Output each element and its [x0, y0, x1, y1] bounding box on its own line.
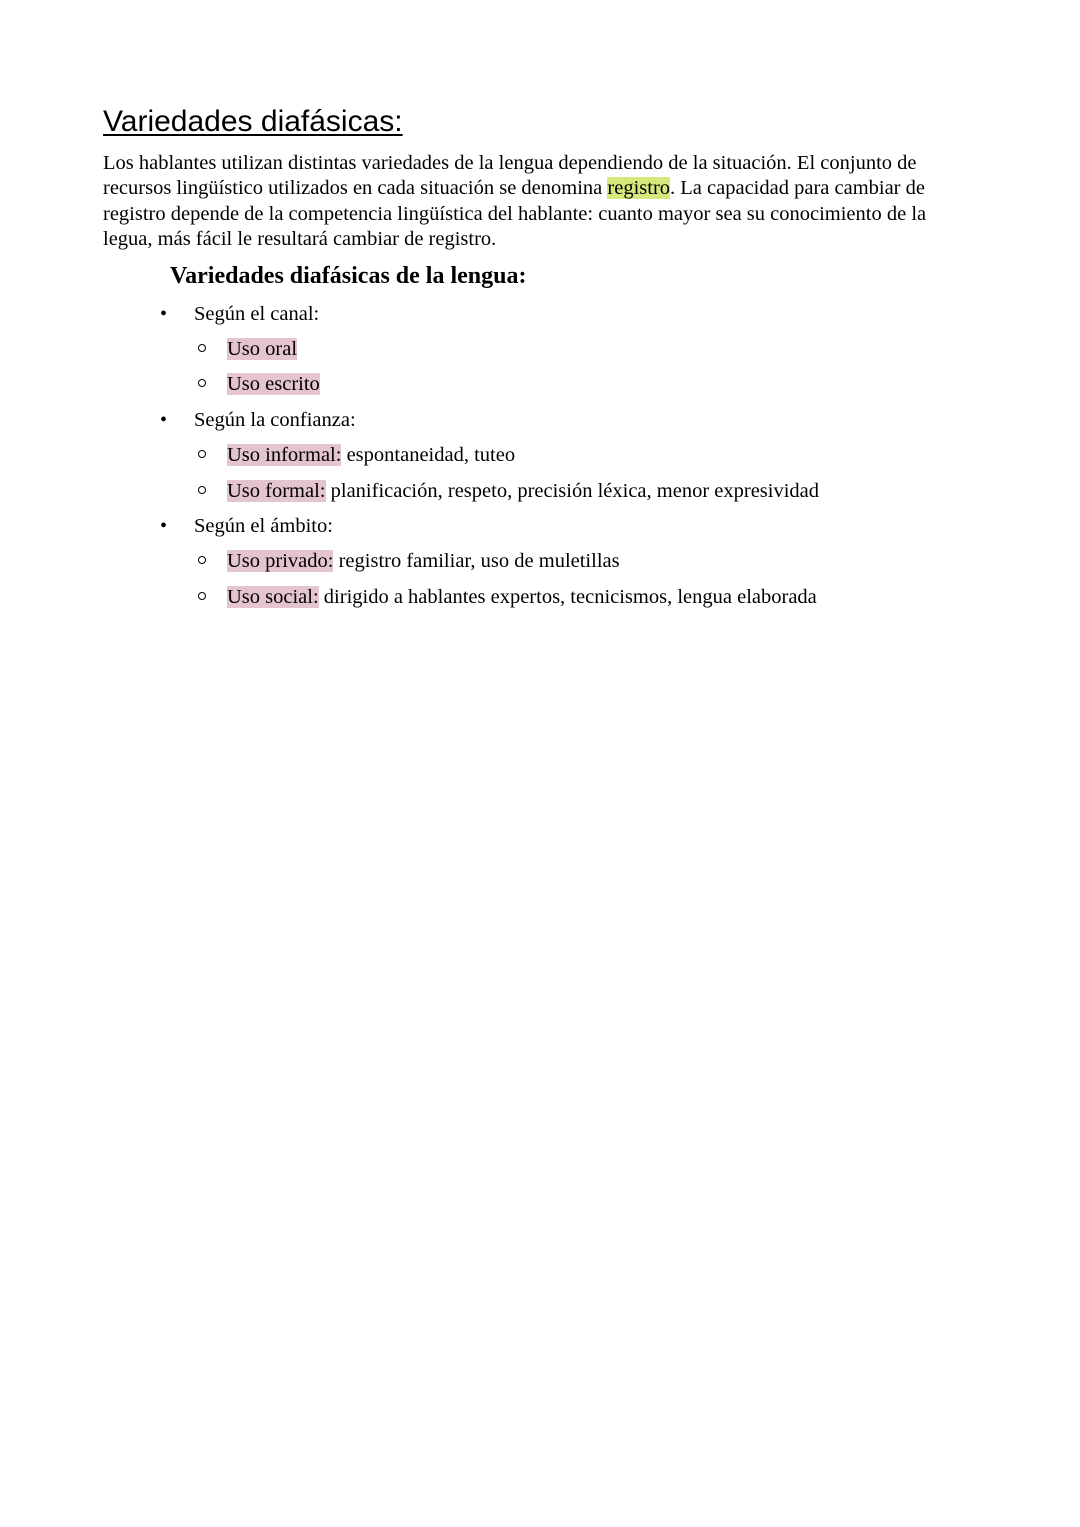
- intro-line: registro depende de la competencia lingüística del hablante: cuanto mayor sea su conocimiento de la: [103, 202, 927, 225]
- circle-bullet-icon: [198, 450, 206, 458]
- term-description: registro familiar, uso de muletillas: [333, 550, 620, 572]
- circle-bullet-icon: [198, 556, 206, 564]
- list-group-label: Según la confianza:: [194, 409, 356, 431]
- highlighted-keyword: registro: [607, 177, 671, 200]
- circle-bullet-icon: [198, 592, 206, 600]
- bullet-icon: •: [160, 303, 168, 325]
- list-item: [227, 371, 320, 397]
- term-description: espontaneidad, tuteo: [341, 444, 516, 466]
- intro-text: . La capacidad para cambiar de: [670, 177, 925, 200]
- circle-bullet-icon: [198, 379, 206, 387]
- bullet-icon: •: [160, 515, 168, 537]
- list-item: [227, 478, 819, 504]
- intro-line: Los hablantes utilizan distintas variedades de la lengua dependiendo de la situación. El conjunto de: [103, 152, 917, 174]
- intro-line: [103, 176, 983, 201]
- intro-line: legua, más fácil le resultará cambiar de registro.: [103, 227, 497, 250]
- term-highlight: Uso social:: [227, 586, 319, 608]
- circle-bullet-icon: [198, 486, 206, 494]
- list-group-label: Según el ámbito:: [194, 515, 333, 537]
- circle-bullet-icon: [198, 344, 206, 352]
- term-highlight: Uso informal:: [227, 444, 342, 466]
- list-item: [227, 336, 297, 362]
- list-group-label: Según el canal:: [194, 303, 320, 325]
- term-highlight: Uso formal:: [227, 480, 326, 502]
- intro-text: recursos lingüístico utilizados en cada situación se denomina: [103, 177, 608, 200]
- section-subtitle: Variedades diafásicas de la lengua:: [170, 263, 527, 289]
- page-title: Variedades diafásicas:: [103, 105, 403, 138]
- term-description: planificación, respeto, precisión léxica, menor expresividad: [325, 480, 820, 502]
- list-item: [227, 442, 515, 468]
- list-item: [227, 548, 620, 574]
- term-highlight: Uso privado:: [227, 550, 334, 572]
- intro-paragraph: [103, 151, 983, 252]
- term-highlight: Uso escrito: [227, 373, 320, 395]
- bullet-icon: •: [160, 409, 168, 431]
- term-highlight: Uso oral: [227, 338, 298, 360]
- list-item: [227, 584, 817, 610]
- term-description: dirigido a hablantes expertos, tecnicismos, lengua elaborada: [318, 586, 817, 608]
